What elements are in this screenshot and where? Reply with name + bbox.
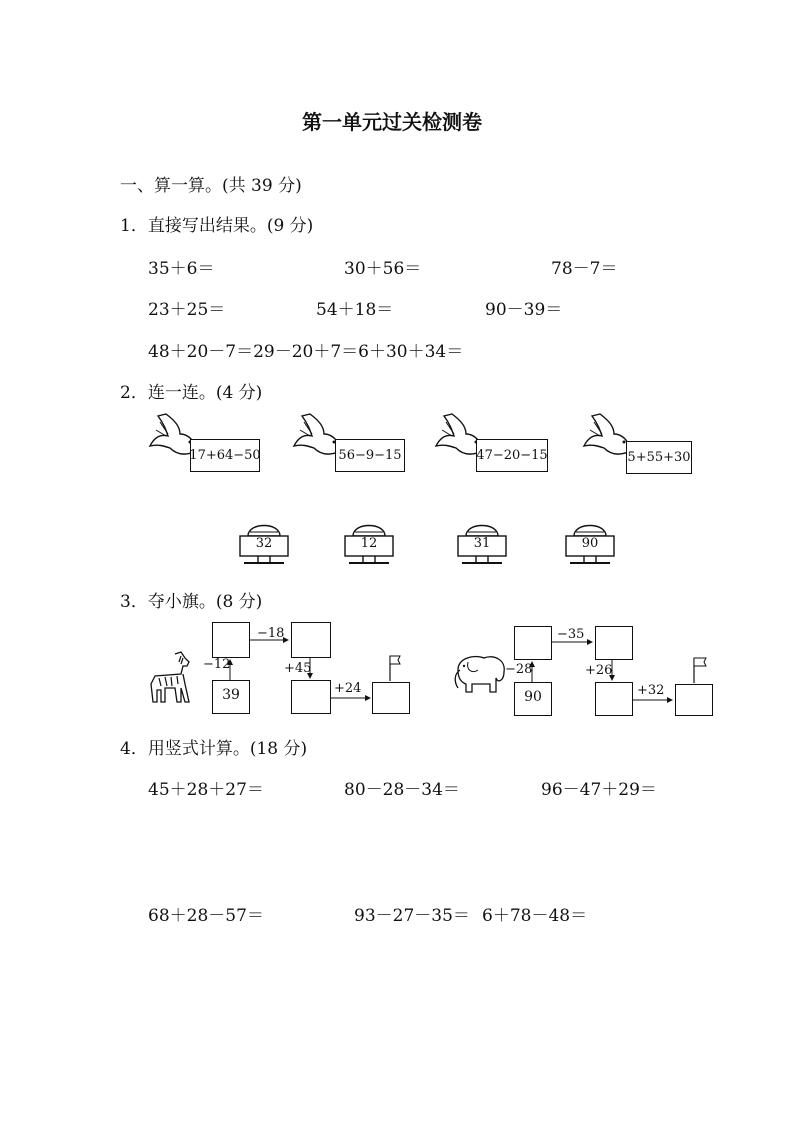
q1-expression: 35＋6＝ xyxy=(148,259,215,279)
bird-expression-box: 47−20−15 xyxy=(476,439,548,472)
left-arrows xyxy=(200,618,430,716)
start-number: 90 xyxy=(524,689,542,705)
section-heading: 一、算一算。(共 39 分) xyxy=(120,176,302,196)
op-label: +24 xyxy=(334,681,362,696)
q1-expression: 23＋25＝ xyxy=(148,300,226,320)
q4-heading: 4．用竖式计算。(18 分) xyxy=(120,739,308,759)
op-label: −18 xyxy=(257,626,285,641)
q4-expression: 68＋28－57＝ xyxy=(148,906,264,926)
op-label: −35 xyxy=(557,627,585,642)
bird-expression-box: 17+64−50 xyxy=(190,439,260,472)
house-number: 90 xyxy=(581,536,599,551)
house-number: 12 xyxy=(360,536,378,551)
op-label: +26 xyxy=(585,663,613,678)
bird-expression-box: 56−9−15 xyxy=(335,439,405,472)
q1-expression: 54＋18＝ xyxy=(316,300,394,320)
q4-expression: 6＋78－48＝ xyxy=(482,906,588,926)
bird-expression-box: 5+55+30 xyxy=(626,441,692,474)
house-number: 32 xyxy=(255,536,273,551)
q4-expression: 96－47＋29＝ xyxy=(541,780,657,800)
start-number: 39 xyxy=(222,687,240,703)
op-label: +32 xyxy=(637,683,665,698)
house-number: 31 xyxy=(473,536,491,551)
q4-expression: 93－27－35＝ xyxy=(354,906,470,926)
q1-expression-chain: 48＋20－7＝29－20＋7＝6＋30＋34＝ xyxy=(148,342,464,362)
op-label: −28 xyxy=(505,662,533,677)
q4-expression: 80－28－34＝ xyxy=(344,780,460,800)
q1-expression: 78－7＝ xyxy=(551,259,618,279)
page-title: 第一单元过关检测卷 xyxy=(302,110,482,134)
q4-expression: 45＋28＋27＝ xyxy=(148,780,264,800)
q2-heading: 2．连一连。(4 分) xyxy=(120,383,263,403)
q1-expression: 90－39＝ xyxy=(485,300,563,320)
op-label: +45 xyxy=(284,661,312,676)
q3-heading: 3．夺小旗。(8 分) xyxy=(120,592,263,612)
q1-expression: 30＋56＝ xyxy=(344,259,422,279)
q1-heading: 1．直接写出结果。(9 分) xyxy=(120,216,314,236)
op-label: −12 xyxy=(203,657,231,672)
right-arrows xyxy=(502,622,732,720)
zebra-icon xyxy=(145,650,197,708)
